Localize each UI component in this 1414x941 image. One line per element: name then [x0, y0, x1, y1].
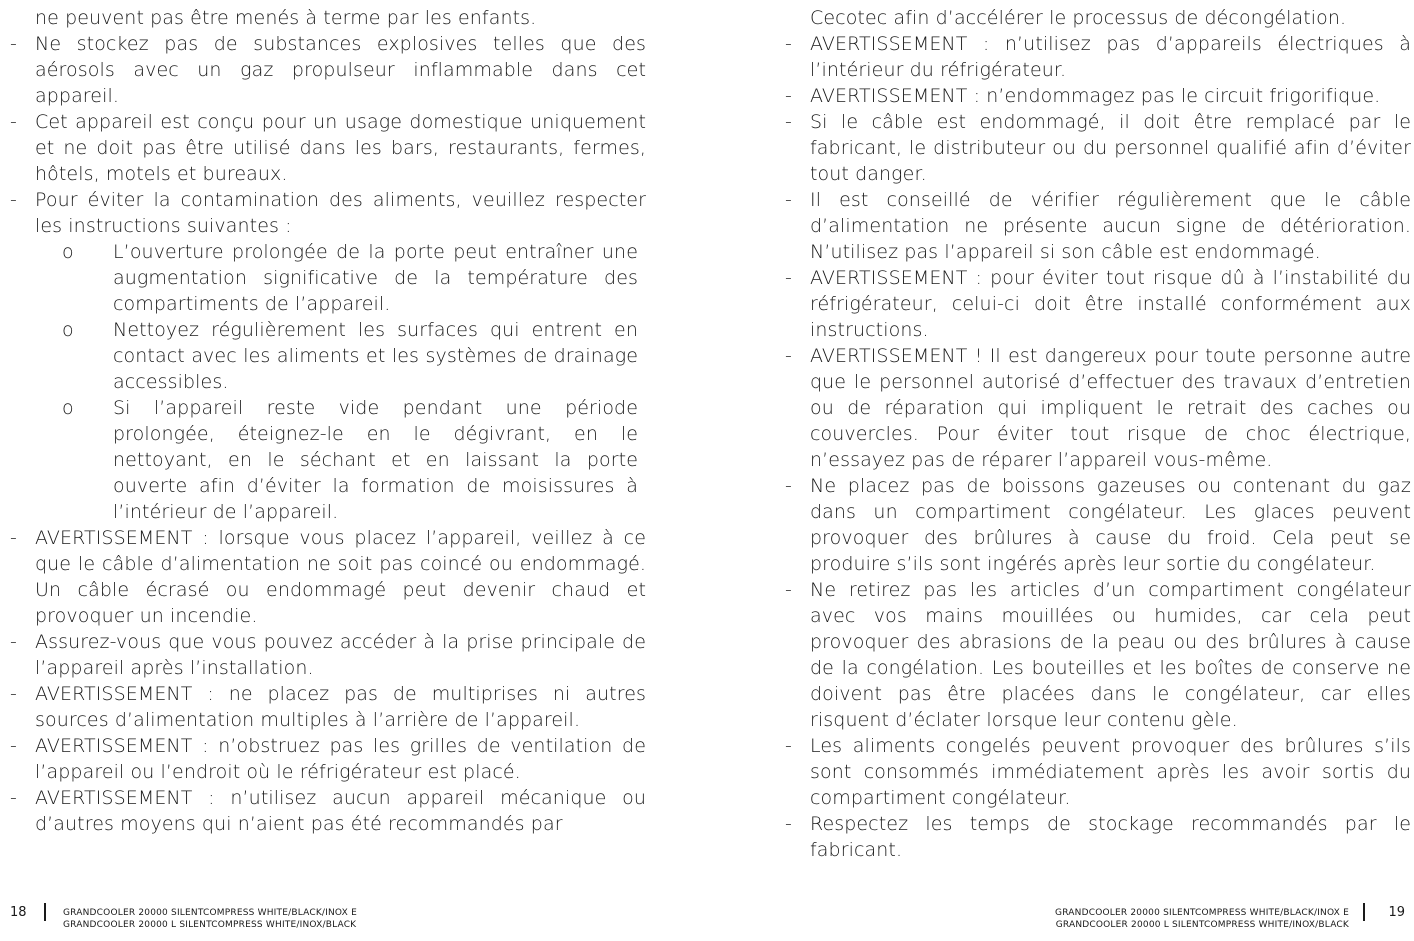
sub-list-item	[10, 317, 646, 395]
list-item	[785, 733, 1411, 811]
list-item	[785, 343, 1411, 473]
sub-list-item-text: Nettoyez régulièrement les surfaces qui entrent en contact avec les aliments et les systèmes de drainage accessibles.	[113, 319, 638, 393]
list-item	[785, 577, 1411, 733]
dash-bullet: -	[785, 111, 792, 133]
list-item-text: AVERTISSEMENT : n’endommagez pas le circuit frigorifique.	[810, 85, 1381, 107]
sub-list-item-text: L’ouverture prolongée de la porte peut entraîner une augmentation significative de la température des compartiments de l’appareil.	[113, 241, 638, 315]
dash-bullet: -	[785, 267, 792, 289]
list-item-text: AVERTISSEMENT ! Il est dangereux pour toute personne autre que le personnel autorisé d’effectuer des travaux d’entretien ou de réparation qui impliquent le retrait des caches ou couvercles. Pour éviter tout risque de choc électrique, n’essayez pas de réparer l’appareil vous-même.	[810, 345, 1411, 471]
dash-bullet: -	[10, 631, 17, 653]
list-item	[10, 187, 646, 239]
dash-bullet: -	[10, 787, 17, 809]
dash-bullet: -	[785, 85, 792, 107]
list-item-text: Ne stockez pas de substances explosives telles que des aérosols avec un gaz propulseur inflammable dans cet appareil.	[35, 33, 646, 107]
list-item	[10, 525, 646, 629]
list-item	[10, 733, 646, 785]
list-item-text: Respectez les temps de stockage recommandés par le fabricant.	[810, 813, 1411, 861]
sub-list-item-text: Si l’appareil reste vide pendant une période prolongée, éteignez-le en le dégivrant, en le nettoyant, en le séchant et en laissant la porte ouverte afin d’éviter la formation de moisissures à l’intérieur de l’appareil.	[113, 397, 638, 523]
left-page	[0, 0, 700, 941]
dash-bullet: -	[785, 735, 792, 757]
sub-list-item	[10, 395, 646, 525]
dash-bullet: -	[10, 189, 17, 211]
model-name-line: GRANDCOOLER 20000 L SILENTCOMPRESS WHITE/INOX/BLACK	[63, 920, 357, 930]
list-item-text: AVERTISSEMENT : ne placez pas de multiprises ni autres sources d’alimentation multiples à l’arrière de l’appareil.	[35, 683, 646, 731]
list-item-text: Ne placez pas de boissons gazeuses ou contenant du gaz dans un compartiment congélateur. Les glaces peuvent provoquer des brûlures à cause du froid. Cela peut se produire s’ils sont ingérés après leur sortie du congélateur.	[810, 475, 1411, 575]
model-name-line: GRANDCOOLER 20000 L SILENTCOMPRESS WHITE/INOX/BLACK	[1055, 920, 1349, 930]
list-item-text: Cet appareil est conçu pour un usage domestique uniquement et ne doit pas être utilisé dans les bars, restaurants, fermes, hôtels, motels et bureaux.	[35, 111, 646, 185]
dash-bullet: -	[785, 813, 792, 835]
list-item	[785, 109, 1411, 187]
page-number: 19	[1388, 905, 1405, 920]
list-item	[10, 109, 646, 187]
footer-model-names	[63, 907, 357, 931]
continuation-text: Cecotec afin d’accélérer le processus de décongélation.	[810, 7, 1347, 29]
dash-bullet: -	[785, 475, 792, 497]
sub-list-item	[10, 239, 646, 317]
list-item-text: AVERTISSEMENT : lorsque vous placez l’appareil, veillez à ce que le câble d’alimentation ne soit pas coincé ou endommagé. Un câble écrasé ou endommagé peut devenir chaud et provoquer un incendie.	[35, 527, 646, 627]
list-item-text: AVERTISSEMENT : n’utilisez aucun appareil mécanique ou d’autres moyens qui n’aient pas été recommandés par	[35, 787, 646, 835]
right-text-column	[785, 5, 1411, 863]
list-item-text: Il est conseillé de vérifier régulièrement que le câble d’alimentation ne présente aucun signe de détérioration. N’utilisez pas l’appareil si son câble est endommagé.	[810, 189, 1411, 263]
dash-bullet: -	[10, 683, 17, 705]
list-item	[10, 629, 646, 681]
dash-bullet: -	[10, 527, 17, 549]
footer-model-names	[1027, 907, 1349, 931]
list-item	[785, 265, 1411, 343]
list-item	[785, 187, 1411, 265]
list-item-text: AVERTISSEMENT : pour éviter tout risque dû à l’instabilité du réfrigérateur, celui-ci doit être installé conformément aux instructions.	[810, 267, 1411, 341]
dash-bullet: -	[785, 33, 792, 55]
list-item	[785, 811, 1411, 863]
dash-bullet: -	[10, 735, 17, 757]
model-name-line: GRANDCOOLER 20000 SILENTCOMPRESS WHITE/BLACK/INOX E	[1055, 908, 1349, 918]
circle-bullet: o	[62, 241, 74, 263]
list-item-text: Si le câble est endommagé, il doit être remplacé par le fabricant, le distributeur ou du personnel qualifié afin d’éviter tout danger.	[810, 111, 1411, 185]
dash-bullet: -	[785, 579, 792, 601]
list-item-text: Ne retirez pas les articles d’un compartiment congélateur avec vos mains mouillées ou humides, car cela peut provoquer des abrasions de la peau ou des brûlures à cause de la congélation. Les bouteilles et les boîtes de conserve ne doivent pas être placées dans le congélateur, car elles risquent d’éclater lorsque leur contenu gèle.	[810, 579, 1411, 731]
footer-divider	[1363, 903, 1365, 921]
list-item	[10, 31, 646, 109]
continuation-text: ne peuvent pas être menés à terme par les enfants.	[35, 7, 537, 29]
footer-divider	[44, 903, 46, 921]
dash-bullet: -	[10, 33, 17, 55]
list-item	[10, 681, 646, 733]
list-item-text: Pour éviter la contamination des aliments, veuillez respecter les instructions suivantes :	[35, 189, 646, 237]
list-item	[785, 83, 1411, 109]
dash-bullet: -	[785, 189, 792, 211]
dash-bullet: -	[785, 345, 792, 367]
left-text-column	[10, 5, 646, 837]
right-page	[707, 0, 1414, 941]
circle-bullet: o	[62, 319, 74, 341]
list-item-text: AVERTISSEMENT : n’utilisez pas d’appareils électriques à l’intérieur du réfrigérateur.	[810, 33, 1411, 81]
list-item-text: Assurez-vous que vous pouvez accéder à la prise principale de l’appareil après l’installation.	[35, 631, 646, 679]
circle-bullet: o	[62, 397, 74, 419]
page-number: 18	[10, 905, 27, 920]
list-item	[10, 785, 646, 837]
list-item-text: Les aliments congelés peuvent provoquer des brûlures s’ils sont consommés immédiatement après les avoir sortis du compartiment congélateur.	[810, 735, 1411, 809]
dash-bullet: -	[10, 111, 17, 133]
model-name-line: GRANDCOOLER 20000 SILENTCOMPRESS WHITE/BLACK/INOX E	[63, 908, 357, 918]
list-item-text: AVERTISSEMENT : n’obstruez pas les grilles de ventilation de l’appareil ou l’endroit où le réfrigérateur est placé.	[35, 735, 646, 783]
list-item	[785, 31, 1411, 83]
list-item	[785, 473, 1411, 577]
